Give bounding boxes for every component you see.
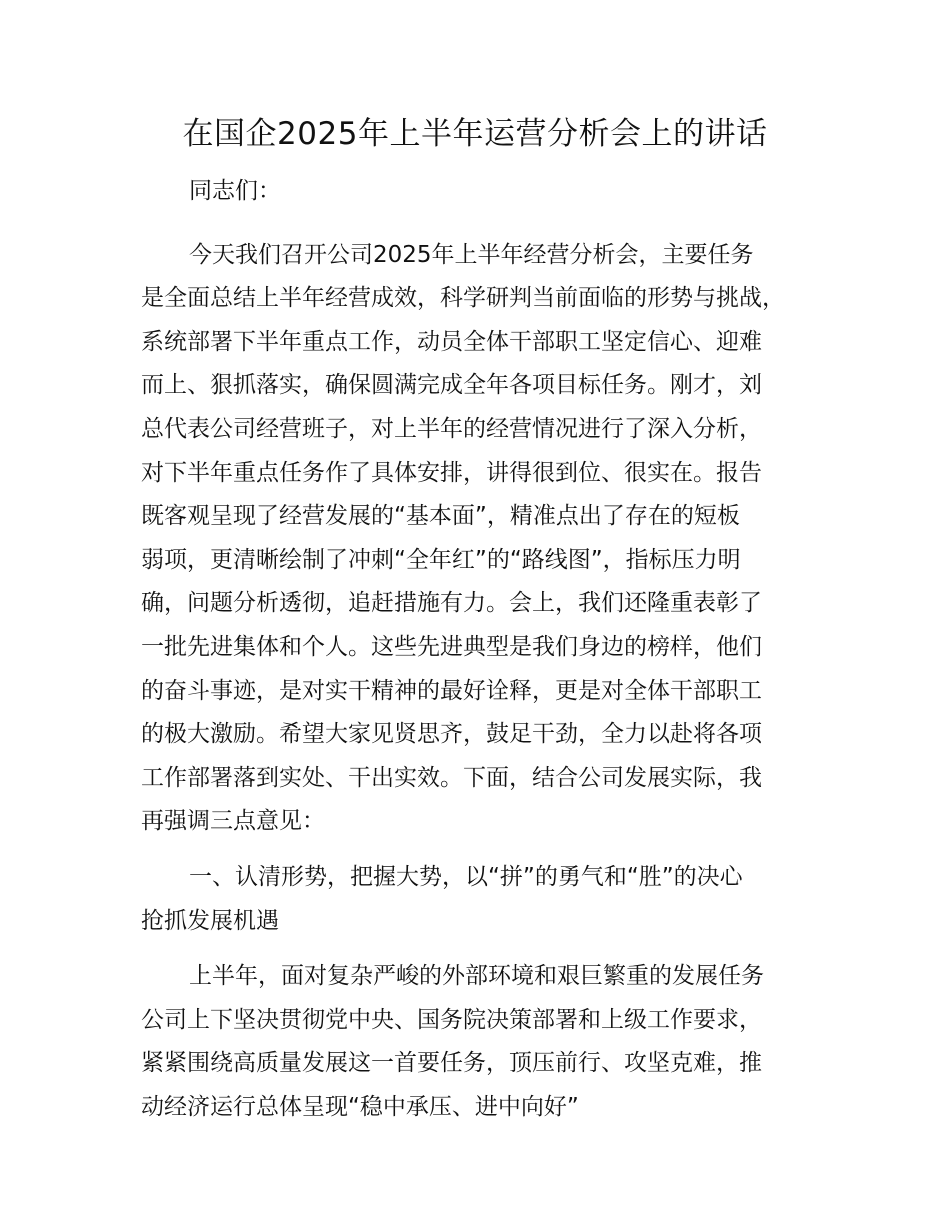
- text-line: 工作部署落到实处、干出实效。下面，结合公司发展实际，我: [141, 764, 762, 791]
- text-line: 总代表公司经营班子，对上半年的经营情况进行了深入分析，: [141, 415, 762, 442]
- paragraph-opening: [141, 234, 841, 844]
- text-line: 一、认清形势，把握大势，以“拼”的勇气和“胜”的决心: [189, 863, 743, 890]
- text-line: 今天我们召开公司2025年上半年经营分析会，主要任务: [189, 241, 754, 268]
- text-line: 上半年，面对复杂严峻的外部环境和艰巨繁重的发展任务: [189, 963, 764, 990]
- document-title: 在国企2025年上半年运营分析会上的讲话: [182, 116, 768, 152]
- document-body: [141, 170, 841, 1141]
- text-line: 而上、狠抓落实，确保圆满完成全年各项目标任务。刚才，刘: [141, 372, 762, 399]
- text-line: 的奋斗事迹，是对实干精神的最好诠释，更是对全体干部职工: [141, 677, 762, 704]
- text-line: 公司上下坚决贯彻党中央、国务院决策部署和上级工作要求，: [141, 1006, 762, 1033]
- text-line: 动经济运行总体呈现“稳中承压、进中向好”: [141, 1093, 579, 1120]
- paragraph-section-1: [141, 955, 841, 1129]
- section-heading-1: [141, 856, 841, 943]
- text-line: 对下半年重点任务作了具体安排，讲得很到位、很实在。报告: [141, 459, 762, 486]
- text-line: 是全面总结上半年经营成效，科学研判当前面临的形势与挑战，: [141, 285, 785, 312]
- text-line: 紧紧围绕高质量发展这一首要任务，顶压前行、攻坚克难，推: [141, 1050, 762, 1077]
- text-line: 确，问题分析透彻，追赶措施有力。会上，我们还隆重表彰了: [141, 590, 762, 617]
- text-line: 既客观呈现了经营发展的“基本面”，精准点出了存在的短板: [141, 503, 740, 530]
- text-line: 一批先进集体和个人。这些先进典型是我们身边的榜样，他们: [141, 633, 762, 660]
- text-line: 抢抓发展机遇: [141, 907, 279, 934]
- text-line: 再强调三点意见：: [141, 808, 325, 835]
- text-line: 系统部署下半年重点工作，动员全体干部职工坚定信心、迎难: [141, 328, 762, 355]
- salutation: 同志们：: [189, 178, 281, 204]
- text-line: 弱项，更清晰绘制了冲刺“全年红”的“路线图”，指标压力明: [141, 546, 741, 573]
- text-line: 的极大激励。希望大家见贤思齐，鼓足干劲，全力以赴将各项: [141, 721, 762, 748]
